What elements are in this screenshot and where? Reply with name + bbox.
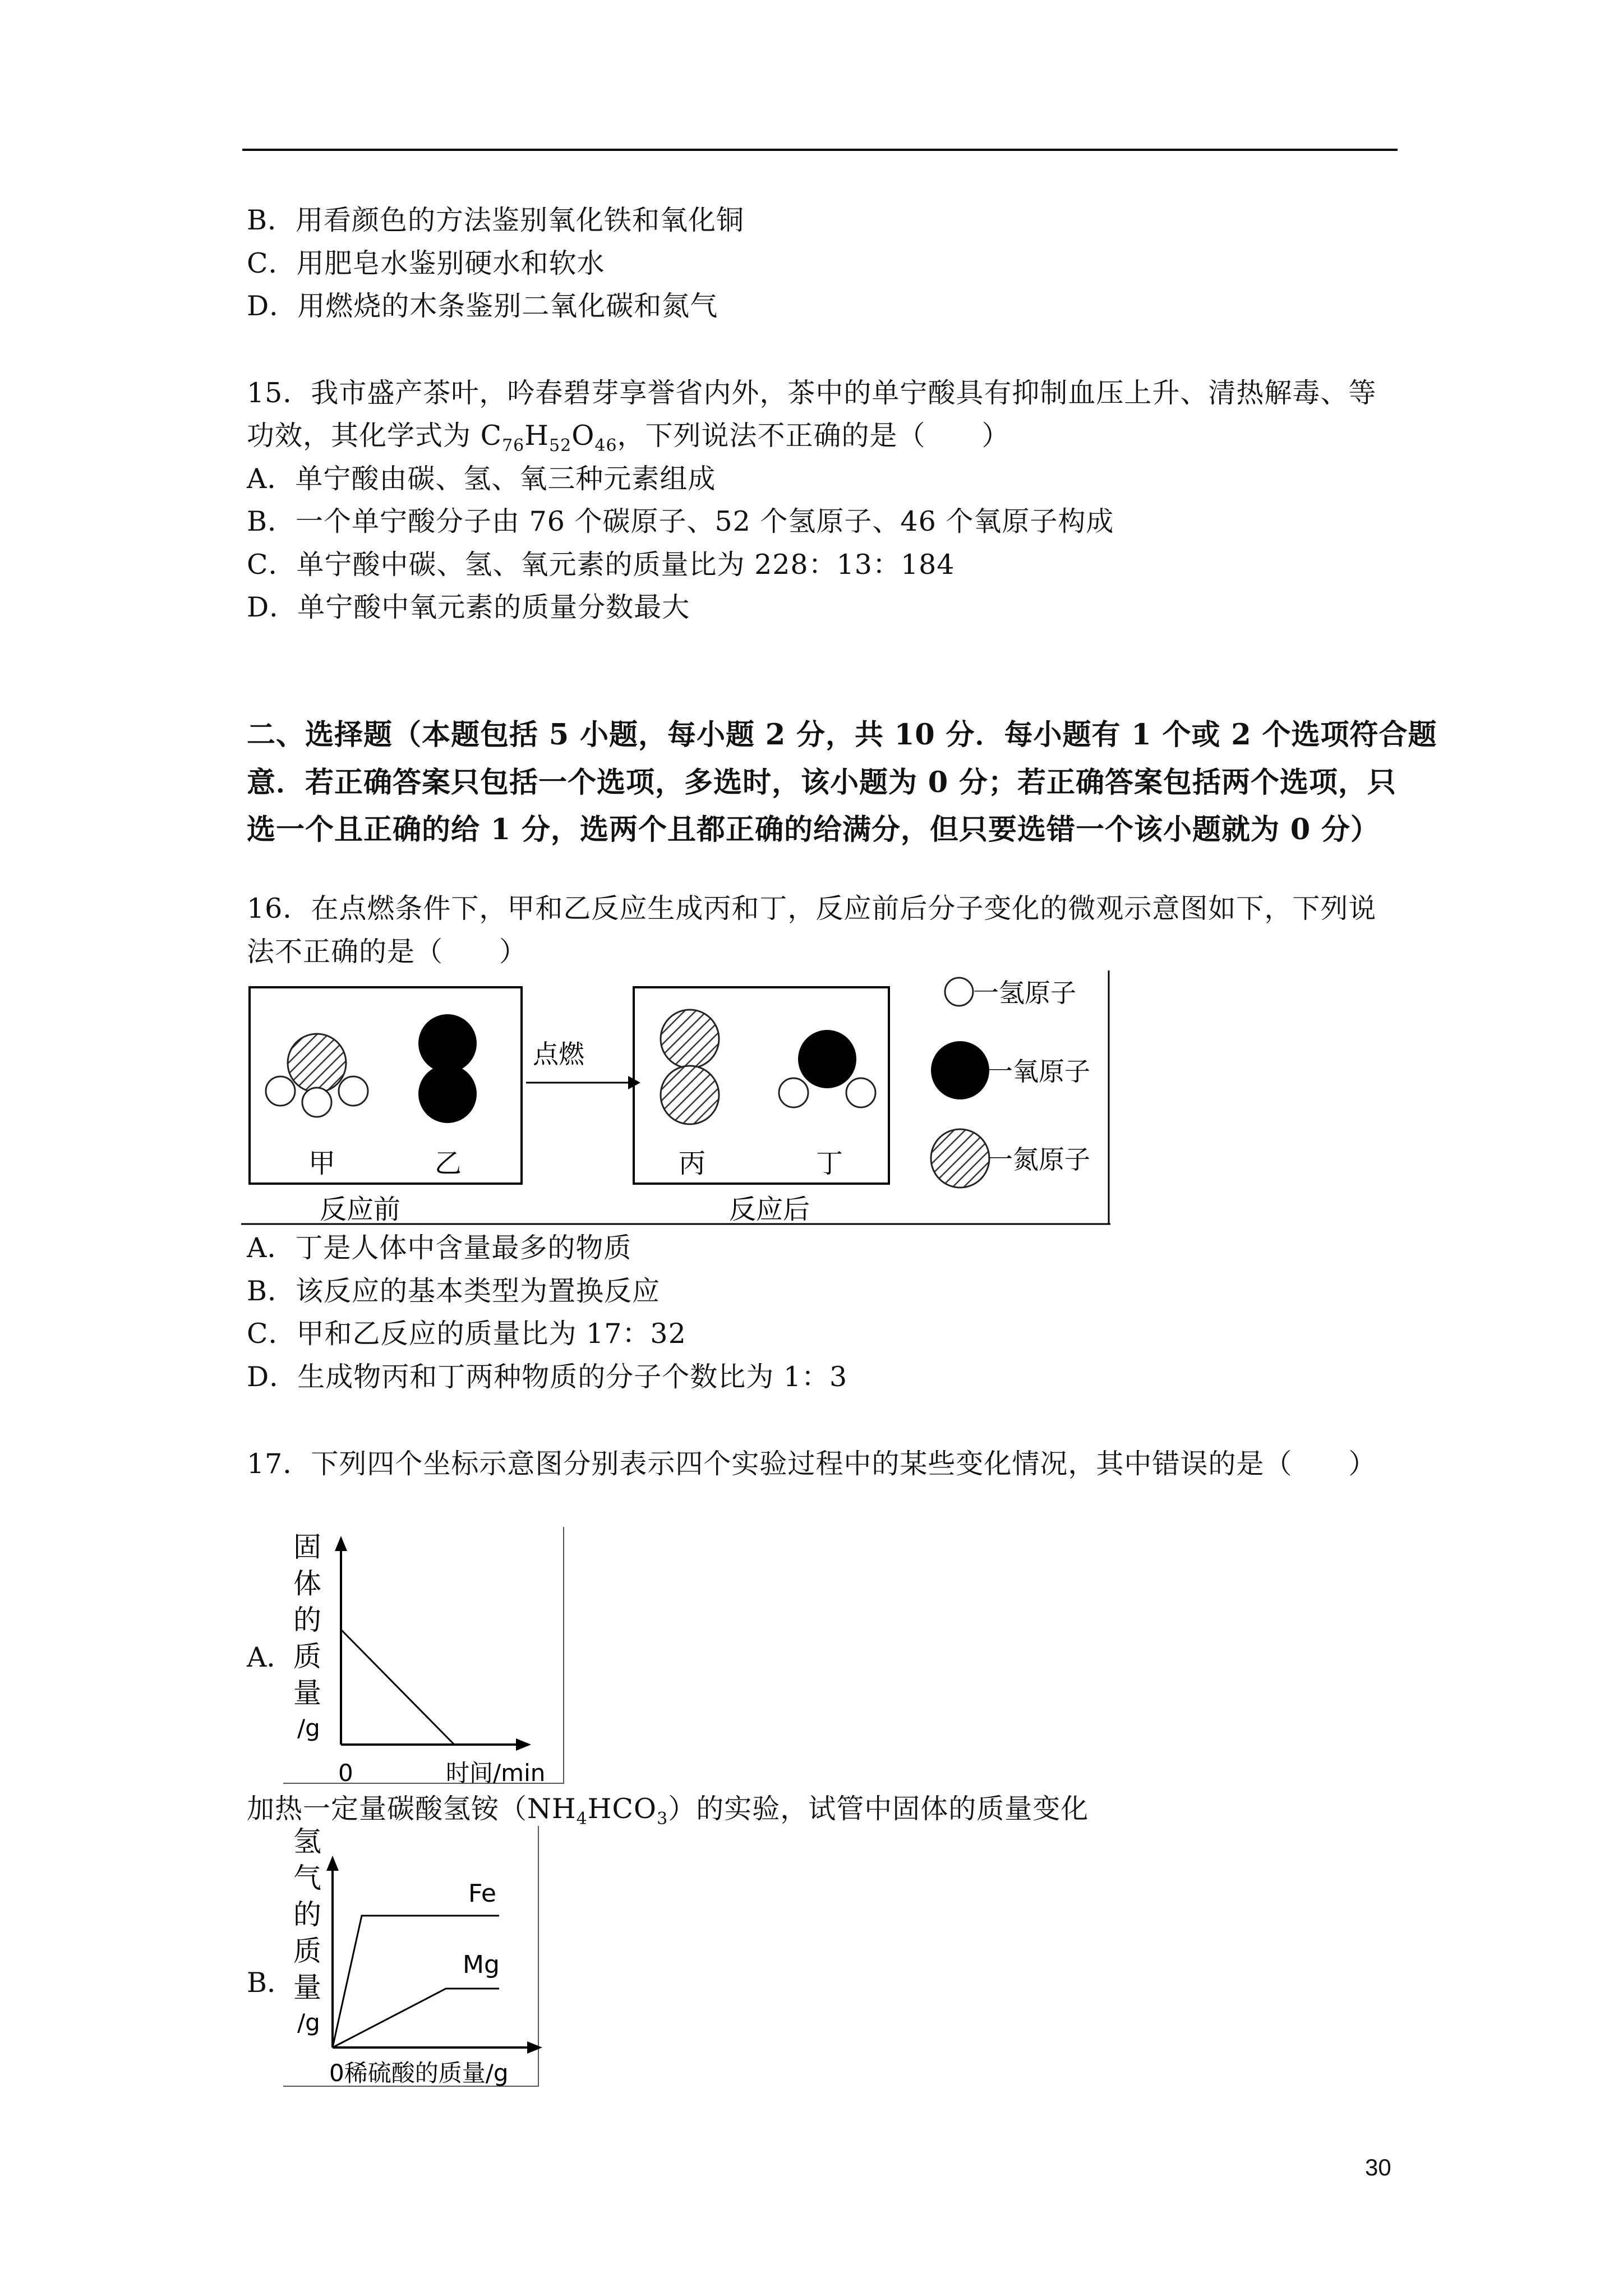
q15-stem-line1: 15．我市盛产茶叶，吟春碧芽享誉省内外，茶中的单宁酸具有抑制血压上升、清热解毒、等	[247, 377, 1377, 409]
q16-option-a: A．丁是人体中含量最多的物质	[247, 1232, 632, 1264]
graph-b-xlabel: 0稀硫酸的质量/g	[329, 2059, 509, 2087]
section2-line2: 意．若正确答案只包括一个选项，多选时，该小题为 0 分；若正确答案包括两个选项，只	[247, 766, 1397, 799]
molecule-ding	[779, 1030, 875, 1107]
graph-b-ylabel-4: 质	[293, 1935, 321, 1967]
graph-a-caption	[247, 1795, 1089, 1828]
q16-stem-line1: 16．在点燃条件下，甲和乙反应生成丙和丁，反应前后分子变化的微观示意图如下，下列说	[247, 892, 1377, 924]
q14-option-c: C．用肥皂水鉴别硬水和软水	[247, 247, 605, 279]
graph-a	[283, 1526, 569, 1787]
molecule-jia	[266, 1034, 368, 1117]
graph-b-label-mg: Mg	[463, 1950, 500, 1979]
header-rule	[242, 149, 1398, 151]
graph-a-origin: 0	[338, 1759, 353, 1787]
caption-mid: HCO	[587, 1793, 657, 1825]
q16-option-d: D．生成物丙和丁两种物质的分子个数比为 1：3	[247, 1361, 848, 1393]
molecule-bing	[661, 1010, 719, 1124]
graph-b-ylabel-5: 量	[293, 1971, 321, 2004]
caption-sub-3: 3	[657, 1809, 668, 1829]
label-bing: 丙	[679, 1148, 706, 1179]
graph-a-ylabel-5: 量	[293, 1677, 321, 1709]
graph-b-ylabel-2: 气	[293, 1862, 321, 1894]
q15-stem-prefix: 功效，其化学式为 C	[247, 420, 502, 452]
page-number: 30	[1365, 2154, 1391, 2180]
graph-a-ylabel-2: 体	[293, 1567, 321, 1600]
caption-prefix: 加热一定量碳酸氢铵（NH	[247, 1793, 577, 1825]
label-jia: 甲	[308, 1148, 336, 1179]
q15-option-d: D．单宁酸中氧元素的质量分数最大	[247, 591, 690, 623]
q15-option-a: A．单宁酸由碳、氢、氧三种元素组成	[247, 463, 716, 495]
q15-option-b: B．一个单宁酸分子由 76 个碳原子、52 个氢原子、46 个氧原子构成	[247, 505, 1114, 537]
section2-line1: 二、选择题（本题包括 5 小题，每小题 2 分，共 10 分．每小题有 1 个或 2 个选项符合题	[247, 718, 1437, 752]
legend-h-icon	[945, 978, 973, 1006]
arrow-label: 点燃	[533, 1039, 584, 1069]
q15-option-c: C．单宁酸中碳、氢、氧元素的质量比为 228：13：184	[247, 549, 955, 581]
graph-b-series-mg	[333, 1989, 499, 2047]
graph-a-y-arrow-icon	[335, 1536, 347, 1551]
graph-b-x-arrow-icon	[527, 2041, 542, 2054]
section2-line3: 选一个且正确的给 1 分，选两个且都正确的给满分，但只要选错一个该小题就为 0 分）	[247, 813, 1380, 846]
caption-suffix: ）的实验，试管中固体的质量变化	[668, 1793, 1089, 1825]
q16-option-b: B．该反应的基本类型为置换反应	[247, 1275, 661, 1307]
q15-sub-o: 46	[594, 435, 617, 455]
q15-stem-line2	[247, 422, 1010, 454]
graph-b-ylabel-3: 的	[293, 1898, 321, 1931]
legend	[931, 978, 1090, 1188]
label-yi: 乙	[435, 1148, 462, 1179]
q15-sub-c: 76	[502, 435, 525, 455]
graph-a-option-label: A．	[247, 1641, 294, 1673]
label-ding: 丁	[816, 1148, 843, 1179]
graph-a-ylabel	[293, 1531, 321, 1709]
graph-b-ylabel-1: 氢	[293, 1826, 321, 1858]
q14-option-d: D．用燃烧的木条鉴别二氧化碳和氮气	[247, 290, 718, 322]
q15-sub-h: 52	[549, 435, 572, 455]
q17-stem: 17．下列四个坐标示意图分别表示四个实验过程中的某些变化情况，其中错误的是（ ）	[247, 1448, 1377, 1480]
graph-a-series-line	[341, 1630, 454, 1745]
graph-a-ylabel-4: 质	[293, 1640, 321, 1673]
graph-b-series-fe	[333, 1916, 499, 2047]
q16-reaction-diagram	[241, 965, 1116, 1228]
label-before: 反应前	[320, 1194, 401, 1225]
graph-b-ylabel	[293, 1826, 321, 2004]
graph-b-yunit: /g	[297, 2009, 320, 2036]
q15-o: O	[571, 420, 595, 452]
graph-a-yunit: /g	[297, 1714, 320, 1742]
graph-b-label-fe: Fe	[468, 1879, 496, 1908]
legend-n-icon	[931, 1129, 989, 1188]
graph-a-ylabel-3: 的	[293, 1604, 321, 1636]
graph-a-xlabel: 时间/min	[446, 1759, 546, 1787]
legend-h: 一氢原子	[973, 978, 1076, 1008]
q15-h: H	[524, 420, 549, 452]
graph-a-ylabel-1: 固	[293, 1531, 321, 1563]
q15-stem-suffix: ，下列说法不正确的是（ ）	[617, 420, 1010, 452]
graph-a-x-arrow-icon	[516, 1738, 531, 1751]
q14-option-b: B．用看颜色的方法鉴别氧化铁和氧化铜	[247, 204, 745, 236]
graph-b-y-arrow-icon	[326, 1856, 339, 1871]
label-after: 反应后	[729, 1194, 810, 1225]
q16-stem-line2: 法不正确的是（ ）	[247, 936, 528, 968]
legend-n: 一氮原子	[987, 1144, 1090, 1175]
caption-sub-4: 4	[576, 1809, 588, 1829]
legend-o-icon	[931, 1041, 989, 1099]
molecule-yi	[418, 1014, 477, 1123]
q16-option-c: C．甲和乙反应的质量比为 17：32	[247, 1318, 686, 1350]
graph-b	[283, 1826, 547, 2090]
legend-o: 一氧原子	[987, 1056, 1090, 1087]
graph-b-option-label: B．	[247, 1967, 295, 1999]
